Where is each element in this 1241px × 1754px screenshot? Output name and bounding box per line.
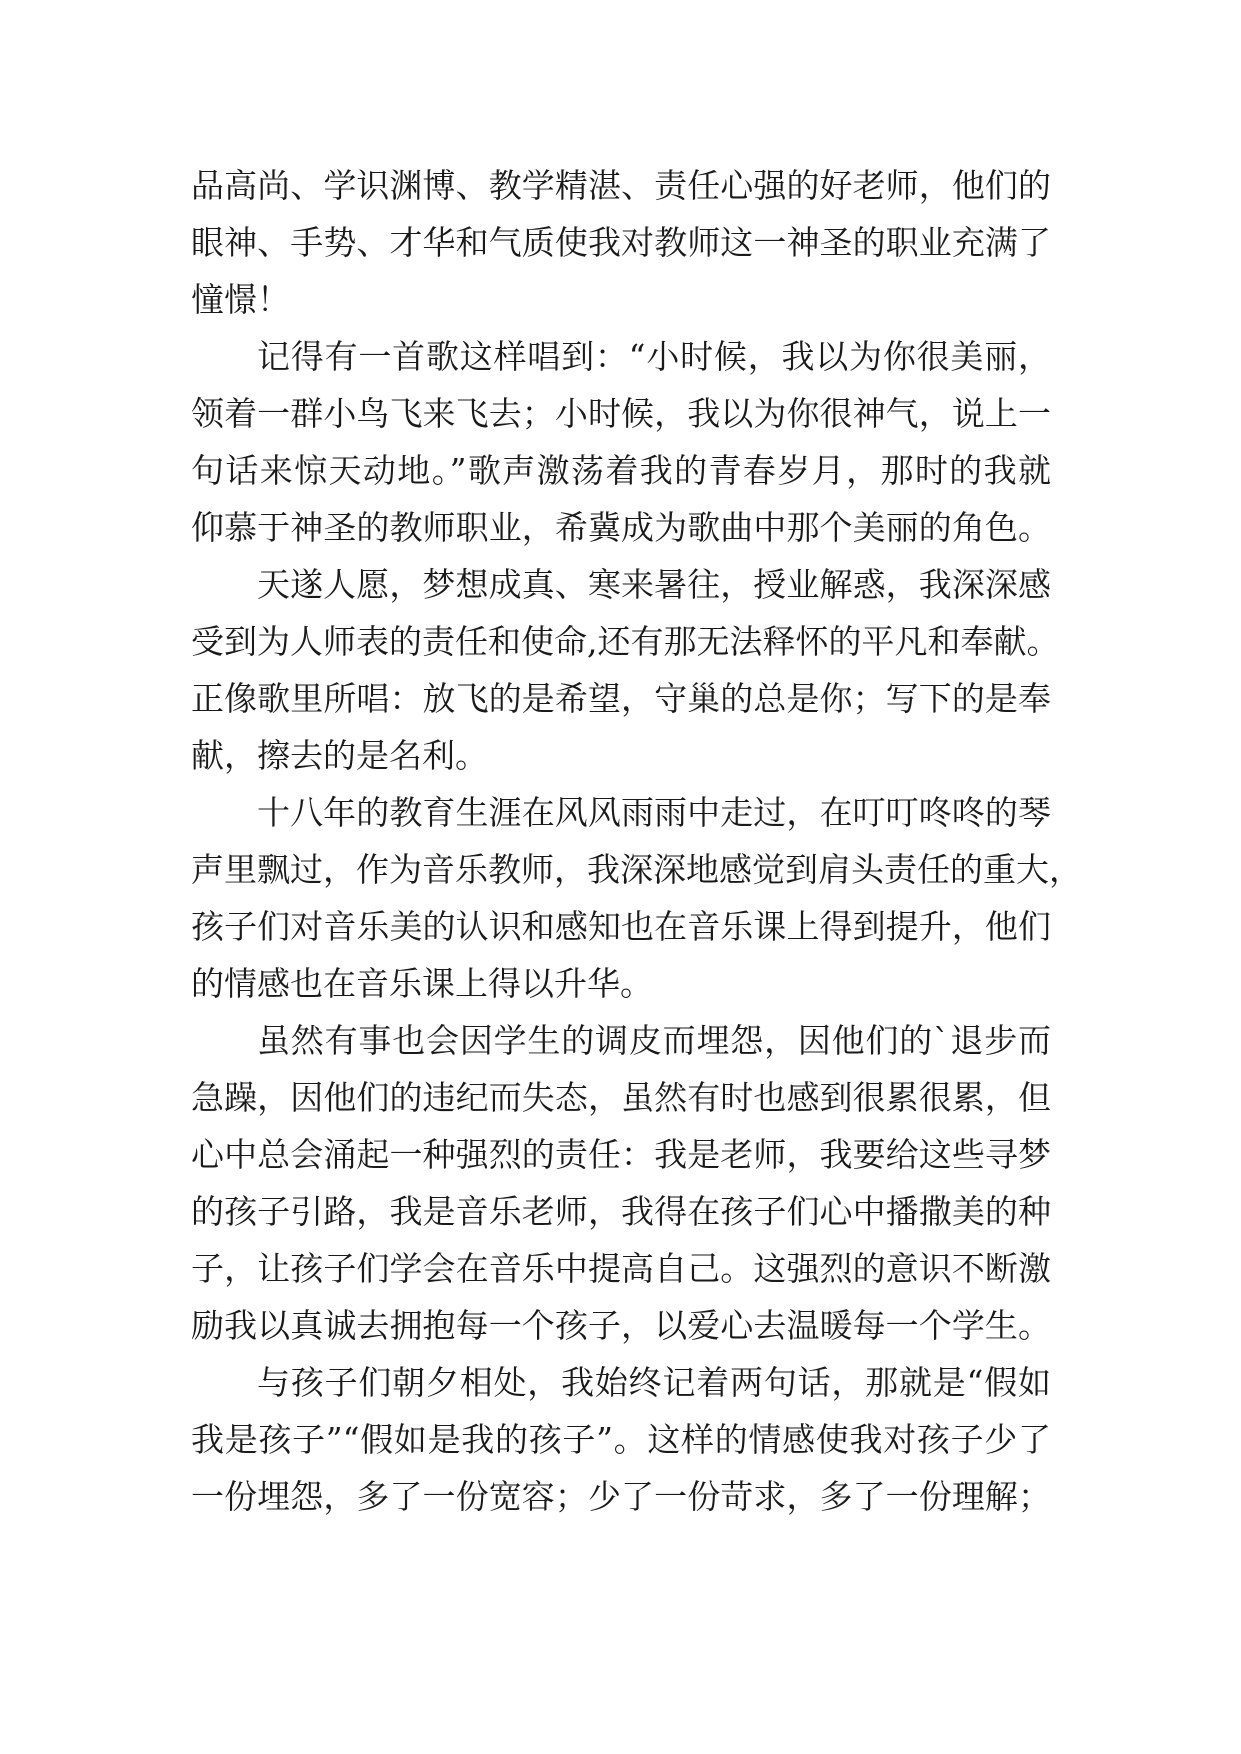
paragraph-first-line: 十八年的教育生涯在风风雨雨中走过，在叮叮咚咚的琴 (257, 793, 1051, 832)
text-line: 的孩子引路，我是音乐老师，我得在孩子们心中播撒美的种 (191, 1192, 1051, 1231)
text-line: 仰慕于神圣的教师职业，希冀成为歌曲中那个美丽的角色。 (191, 508, 1051, 547)
text-line: 子，让孩子们学会在音乐中提高自己。这强烈的意识不断激 (191, 1249, 1051, 1288)
text-line: 正像歌里所唱：放飞的是希望，守巢的总是你；写下的是奉 (191, 679, 1051, 718)
text-line: 受到为人师表的责任和使命,还有那无法释怀的平凡和奉献。 (191, 622, 1060, 661)
text-line: 眼神、手势、才华和气质使我对教师这一神圣的职业充满了 (191, 223, 1051, 262)
text-line: 孩子们对音乐美的认识和感知也在音乐课上得到提升，他们 (191, 907, 1051, 946)
text-line: 句话来惊天动地。”歌声激荡着我的青春岁月，那时的我就 (191, 451, 1051, 490)
paragraph-first-line: 天遂人愿，梦想成真、寒来暑往，授业解惑，我深深感 (257, 565, 1051, 604)
text-line: 领着一群小鸟飞来飞去；小时候，我以为你很神气，说上一 (191, 394, 1051, 433)
text-line: 声里飘过，作为音乐教师，我深深地感觉到肩头责任的重大， (191, 850, 1082, 889)
text-line: 品高尚、学识渊博、教学精湛、责任心强的好老师，他们的 (191, 166, 1051, 205)
text-line: 心中总会涌起一种强烈的责任：我是老师，我要给这些寻梦 (191, 1135, 1051, 1174)
text-line: 我是孩子”“假如是我的孩子”。这样的情感使我对孩子少了 (191, 1420, 1051, 1459)
text-line: 的情感也在音乐课上得以升华。 (191, 964, 653, 1003)
text-line: 憧憬！ (191, 280, 290, 319)
text-line: 急躁，因他们的违纪而失态，虽然有时也感到很累很累，但 (191, 1078, 1051, 1117)
text-line: 一份埋怨，多了一份宽容；少了一份苛求，多了一份理解； (191, 1477, 1051, 1516)
paragraph-first-line: 与孩子们朝夕相处，我始终记着两句话，那就是“假如 (257, 1363, 1051, 1402)
text-line: 献，擦去的是名利。 (191, 736, 488, 775)
paragraph-first-line: 虽然有事也会因学生的调皮而埋怨，因他们的`退步而 (257, 1021, 1051, 1060)
paragraph-first-line: 记得有一首歌这样唱到：“小时候，我以为你很美丽， (257, 337, 1051, 376)
text-line: 励我以真诚去拥抱每一个孩子，以爱心去温暖每一个学生。 (191, 1306, 1051, 1345)
